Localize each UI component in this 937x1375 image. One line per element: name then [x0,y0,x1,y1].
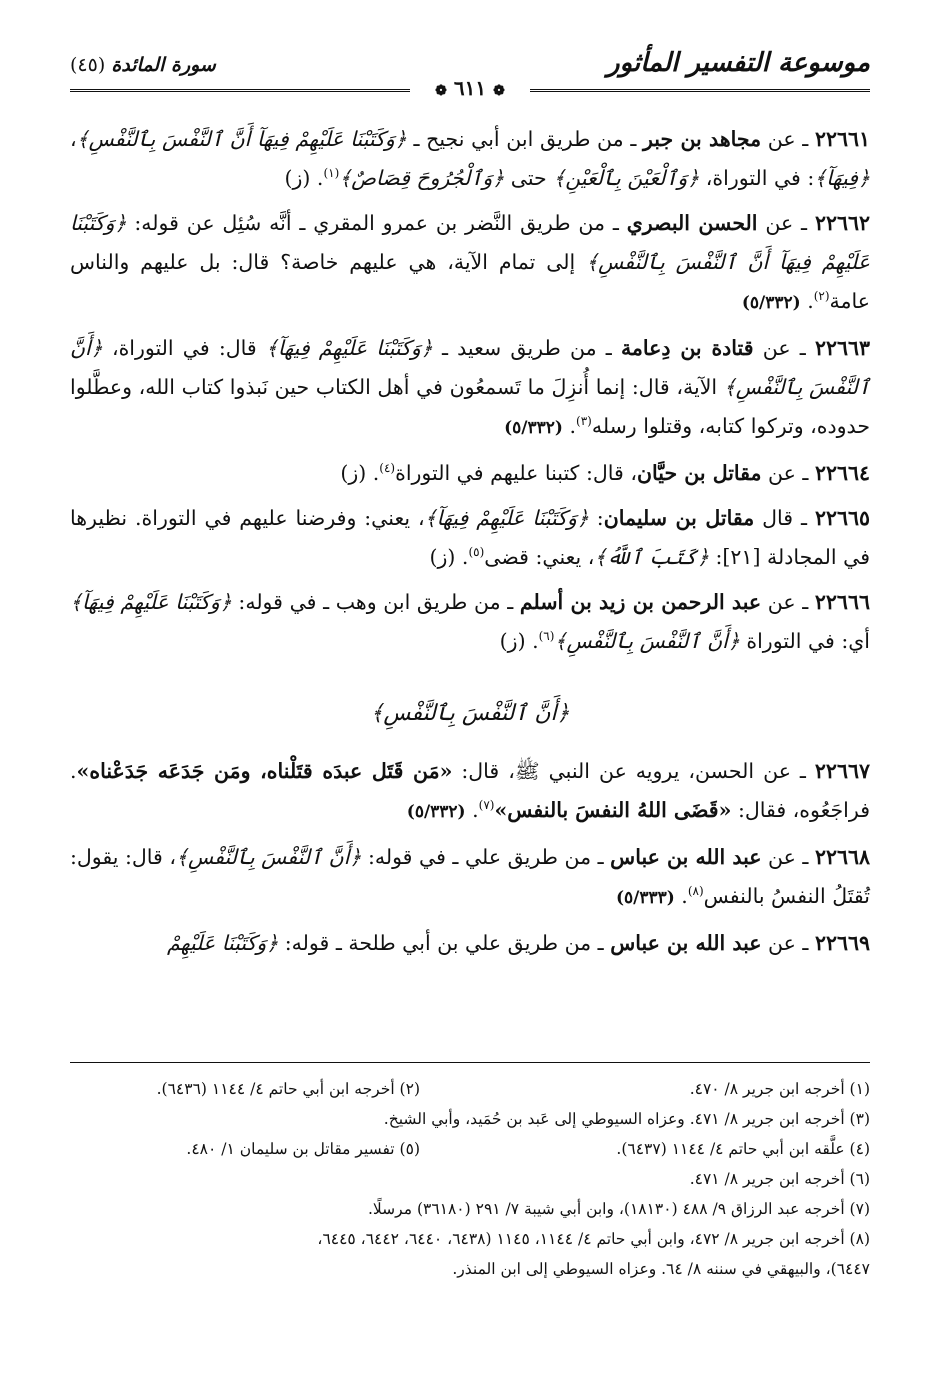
entry-text: . [674,884,688,908]
entry-text: ـ من طريق علي بن أبي طلحة ـ قوله: [278,931,611,955]
quran-quote: ﴿أَنَّ ٱلنَّفْسَ بِٱلنَّفْسِ﴾ [175,845,362,869]
rule-line-left [70,89,410,92]
hadith-entry [70,924,870,963]
narrator-name: مقاتل بن سليمان [603,506,755,530]
footnote-marker: (٤) [379,461,396,476]
footnote-marker: (١) [323,166,340,181]
entry-text: الآية، قال: إنما أُنزِلَ ما تَسمعُون في أهل الكتاب حين نَبذوا كتاب الله، وعطَّلوا حدوده، وتركوا كتابه، وقتلوا رسله [70,375,870,438]
quran-quote: ﴿وَكَتَبْنَا عَلَيْهِمْ [166,931,279,955]
narrator-name: الحسن البصري [626,211,758,235]
hadith-entry [70,454,870,493]
quran-quote: ﴿فِيهَآ﴾ [814,166,870,190]
entry-number: ٢٢٦٦٢ [814,211,870,235]
footnote-row [70,1074,870,1104]
surah-label [70,54,216,76]
entry-prefix: ـ عن [761,931,815,955]
entry-text: ، يعني: قضى [484,545,595,569]
entry-text: ، قال: كتبنا عليهم في التوراة [395,461,637,485]
entry-text: . [562,414,576,438]
volume-reference: (٥/٣٣٣) [615,888,675,908]
footnote-2: (٢) أخرجه ابن أبي حاتم ٤/ ١١٤٤ (٦٤٣٦). [156,1080,420,1098]
book-title: موسوعة التفسير المأثور [607,48,870,78]
footnote-7: (٧) أخرجه عبد الرزاق ٩/ ٤٨٨ (١٨١٣٠)، وابن أبي شيبة ٧/ ٢٩١ (٣٦١٨٠) مرسلًا. [368,1200,870,1218]
quran-quote: ﴿أَنَّ ٱلنَّفْسَ بِٱلنَّفْسِ﴾ [70,336,870,399]
volume-reference: (٥/٣٣٢) [741,293,801,313]
narrator-name: مقاتل بن حيَّان [636,461,762,485]
entry-text: ـ من طريق سعيد ـ [432,336,621,360]
quran-quote: ﴿وَكَتَبْنَا عَلَيْهِمْ فِيهَآ أَنَّ ٱلنَّفْسَ بِٱلنَّفْسِ﴾ [76,127,407,151]
entry-text: ـ من طريق النَّضر بن عمرو المقري ـ أنَّه سُئِل عن قوله: [126,211,627,235]
entry-prefix: ـ عن [761,590,815,614]
entry-text: قال: في التوراة، [102,336,266,360]
entry-text: ـ من طريق علي ـ في قوله: [361,845,611,869]
footnote-row [70,1134,870,1164]
entry-text: ، يعني: وفرضنا عليهم في التوراة. نظيرها في المجادلة [٢١]: [70,506,870,569]
entry-prefix: ـ عن [761,461,815,485]
page-number: ٦١١ [453,76,487,100]
entry-number: ٢٢٦٦٨ [814,845,870,869]
volume-reference: (٥/٣٣٢) [504,418,563,438]
footnote-marker: (٣) [576,414,592,429]
footnote-4: (٤) علَّقه ابن أبي حاتم ٤/ ١١٤٤ (٦٤٣٧). [616,1140,870,1158]
hadith-entry [70,329,870,448]
footnote-marker: (٧) [478,798,495,813]
hadith-entry [70,120,870,198]
rule-line-right [530,89,870,92]
narrator-name: «مَن قَتَل عبدَه قتَلْناه، ومَن جَدَعَه جَدَعْناه» [76,759,453,783]
entry-number: ٢٢٦٦١ [814,127,870,151]
entry-text: . [465,798,479,822]
entry-text: : في التوراة، [699,166,815,190]
entry-text: أي: في التوراة [739,629,870,653]
narrator-name: عبد الله بن عباس [610,931,762,955]
entry-text: ـ من طريق ابن وهب ـ في قوله: [231,590,520,614]
entry-prefix: ـ قال [754,506,815,530]
entry-text: . (ز) [284,166,324,190]
quran-quote: ﴿وَكَتَبْنَا عَلَيْهِمْ فِيهَآ﴾ [70,590,232,614]
narrator-name: مجاهد بن جبر [643,127,762,151]
entry-text: ، [70,127,77,151]
hadith-entry [70,752,870,832]
quran-quote: ﴿وَكَتَبْنَا عَلَيْهِمْ فِيهَآ﴾ [265,336,433,360]
entry-text: إلى تمام الآية، هي عليهم خاصة؟ قال: بل عليهم والناس عامة [70,250,870,313]
hadith-entry [70,838,870,918]
narrator-name: عبد الرحمن بن زيد بن أسلم [519,590,762,614]
footnote-8-line1: (٨) أخرجه ابن جرير ٨/ ٤٧٢، وابن أبي حاتم ٤/ ١١٤٤، ١١٤٥ (٦٤٣٨، ٦٤٤٠، ٦٤٤٢، ٦٤٤٥، [317,1230,870,1248]
ornament-icon: ❁ [435,83,447,99]
entry-text: . (ز) [429,545,469,569]
entry-prefix: ـ عن [757,211,815,235]
entry-text: حتى [504,166,554,190]
entry-text: . (ز) [340,461,380,485]
section-heading: ﴿أَنَّ ٱلنَّفْسَ بِٱلنَّفْسِ﴾ [370,701,570,726]
entry-text: . [800,289,814,313]
quran-quote: ﴿وَٱلْعَيْنَ بِٱلْعَيْنِ﴾ [553,166,700,190]
page [70,40,870,1340]
entries [70,120,870,969]
quran-quote: ﴿وَكَتَبْنَا عَلَيْهِمْ فِيهَآ أَنَّ ٱلنَّفْسَ بِٱلنَّفْسِ﴾ [70,211,870,274]
footnote-5: (٥) تفسير مقاتل بن سليمان ١/ ٤٨٠. [186,1140,420,1158]
surah-name: سورة المائدة [111,54,216,76]
quran-quote: ﴿كَتَبَ ٱللَّهُ﴾ [594,545,709,569]
hadith-entry [70,499,870,577]
narrator-name: عبد الله بن عباس [610,845,762,869]
entries-group-a [70,120,870,661]
ornament-icon: ❁ [493,83,505,99]
entry-prefix: ـ عن [753,336,815,360]
entry-number: ٢٢٦٦٤ [814,461,870,485]
hadith-entry [70,583,870,661]
page-number-wrap [410,76,530,100]
footnote-8-line2: ٦٤٤٧)، والبيهقي في سننه ٨/ ٦٤. وعزاه السيوطي إلى ابن المنذر. [452,1260,870,1278]
hadith-text: «قَضَى اللهُ النفسَ بالنفس» [494,798,732,822]
entries-group-b [70,752,870,963]
entry-prefix: ـ عن [761,127,815,151]
entry-text: ـ من طريق ابن أبي نجيح ـ [406,127,643,151]
entry-number: ٢٢٦٦٩ [814,931,870,955]
entry-prefix: ـ عن [761,845,815,869]
entry-text: : [588,506,604,530]
quran-quote: ﴿وَٱلْجُرُوحَ قِصَاصٌ﴾ [339,166,505,190]
entry-number: ٢٢٦٦٣ [814,336,871,360]
verse-ref: (٤٥) [70,54,106,76]
footnote-rule [70,1062,870,1063]
header-rule [70,76,870,100]
footnote-marker: (٨) [687,884,704,899]
page-header [70,40,870,100]
footnote-3: (٣) أخرجه ابن جرير ٨/ ٤٧١. وعزاه السيوطي إلى عَبد بن حُمَيد، وأبي الشيخ. [383,1110,870,1128]
entry-number: ٢٢٦٦٦ [814,590,870,614]
entry-text: . (ز) [499,629,539,653]
footnote-marker: (٢) [813,289,830,304]
narrator-name: قتادة بن دِعامة [620,336,754,360]
footnote-6: (٦) أخرجه ابن جرير ٨/ ٤٧١. [689,1170,870,1188]
footnote-1: (١) أخرجه ابن جرير ٨/ ٤٧٠. [689,1080,870,1098]
entry-prefix: ـ عن الحسن، يرويه عن النبي ﷺ، قال: [452,759,815,783]
volume-reference: (٥/٣٣٢) [406,802,466,822]
entry-text: . فراجَعُوه، فقال: [70,759,870,822]
entry-text: ، قال: يقول: تُقتَلُ النفسُ بالنفس [70,845,870,908]
entry-number: ٢٢٦٦٧ [814,759,870,783]
footnotes [70,1074,870,1284]
entry-number: ٢٢٦٦٥ [814,506,870,530]
footnote-marker: (٥) [468,545,485,560]
quran-quote: ﴿أَنَّ ٱلنَّفْسَ بِٱلنَّفْسِ﴾ [554,629,740,653]
footnote-marker: (٦) [538,629,555,644]
quran-quote: ﴿وَكَتَبْنَا عَلَيْهِمْ فِيهَآ﴾ [424,506,589,530]
hadith-entry [70,204,870,323]
